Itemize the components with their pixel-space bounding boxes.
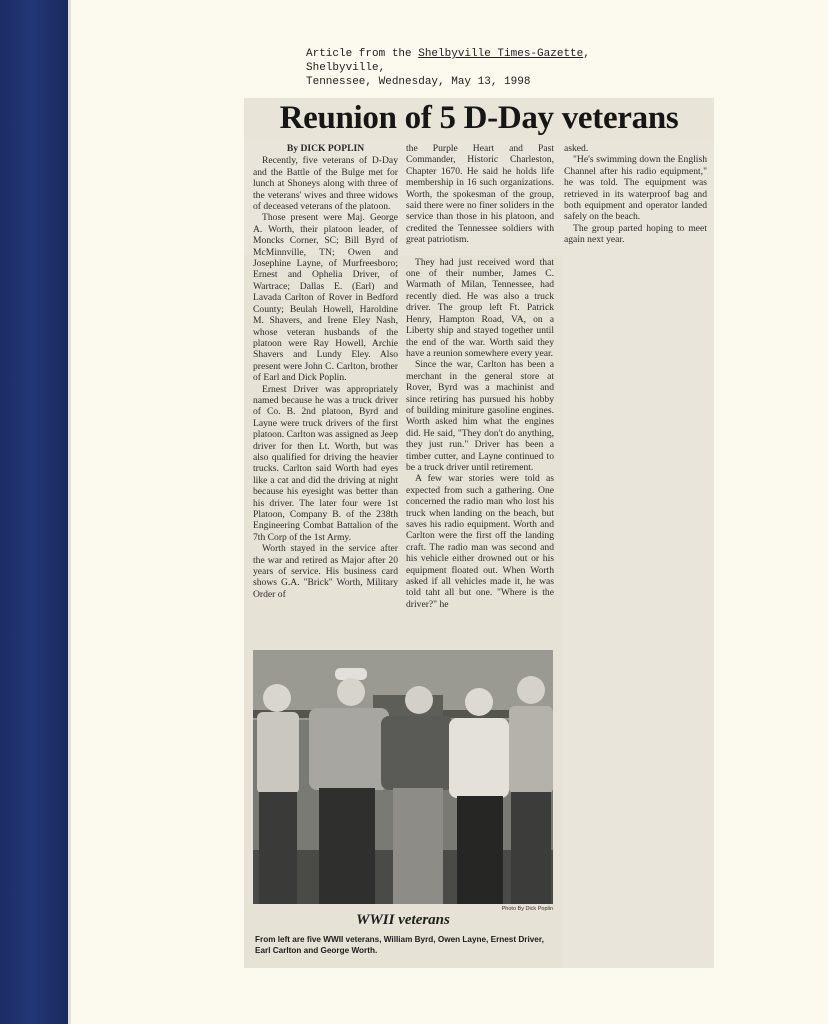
byline: By DICK POPLIN (286, 143, 365, 154)
photo-credit: Photo By Dick Poplin (501, 906, 553, 912)
person-figure (449, 688, 509, 904)
binder-spine (0, 0, 68, 1024)
paragraph: the Purple Heart and Past Commander, Historic Charleston, Chapter 1670. He said he holds life membership in 16 such organizations. Worth, the spokesman of the group, said there were no finer soliders in the service than those in his platoon, and credited the Tennessee soldiers with great patriotism. (406, 143, 554, 246)
article-column-3 (564, 143, 707, 253)
person-figure (509, 676, 553, 904)
paragraph: Those present were Maj. George A. Worth, their platoon leader, of Moncks Corner, SC; Bill Byrd of McMinnville, TN; Owen and Josephine Layne, of Murfreesboro; Ernest and Ophelia Driver, of Wartrace; Dallas E. (Earl) and Lavada Carlton of Rover in Bedford County; Beulah Howell, Haroldine M. Shavers, and Irene Eley Nash, whose veteran husbands of the platoon were Ray Howell, Archie Shavers and Lundy Eley. Also present were John C. Carlton, brother of Earl and Dick Poplin. (253, 212, 398, 384)
source-date: Tennessee, Wednesday, May 13, 1998 (306, 76, 531, 88)
source-suffix: , Shelbyville, (306, 48, 590, 74)
publication-name: Shelbyville Times-Gazette (418, 48, 584, 60)
paragraph: Ernest Driver was appropriately named because he was a truck driver of Co. B. 2nd platoon, Byrd and Layne were truck drivers of the first platoon. Carlton was assigned as Jeep driver for then Lt. Worth, but was also qualified for driving the heavier trucks. Carlton said Worth had eyes like a cat and did the driving at night because his eyesight was better than his driver. The later four were 1st Platoon, Company B. of the 238th Engineering Combat Battalion of the 7th Corp of the 1st Army. (253, 383, 398, 543)
article-column-2 (406, 143, 554, 610)
paragraph: They had just received word that one of their number, James C. Warmath of Milan, Tennessee, had recently died. He was also a truck driver. The group left Ft. Patrick Henry, Hampton Road, VA, on a Liberty ship and stayed together until the end of the war. Worth said they have a reunion somewhere every year. (406, 256, 554, 359)
paragraph: asked. (564, 143, 589, 154)
veterans-photo-image (253, 650, 553, 904)
photo-cutline: From left are five WWII veterans, William Byrd, Owen Layne, Ernest Driver, Earl Carlton and George Worth. (255, 935, 544, 955)
paragraph: Worth stayed in the service after the war and retired as Major after 20 years of service. His business card shows G.A. "Brick" Worth, Military Order of (253, 543, 398, 600)
source-label (306, 47, 646, 89)
paragraph: Since the war, Carlton has been a merchant in the general store at Rover, Byrd was a machinist and since retiring has pursued his hobby of building miniture gasoline engines. Worth asked him what the engines did. He said, "They don't do anything, they just run." Driver has been a timber cutter, and Layne continued to be a truck driver until retirement. (406, 359, 554, 473)
paragraph: A few war stories were told as expected from such a gathering. One concerned the radio man who lost his truck when landing on the beach, but saves his radio equipment. Worth and Carlton were the first off the landing craft. The radio man was second and his vehicle either drowned out or his equipment floated out. When Worth asked if all vehicles made it, he was told taht all but one. "Where is the driver?" he (406, 473, 554, 610)
source-prefix: Article from the (306, 48, 419, 60)
paragraph: The group parted hoping to meet again next year. (564, 222, 707, 246)
veterans-photo (253, 650, 553, 904)
headline: Reunion of 5 D-Day veterans (244, 98, 714, 142)
paragraph: "He's swimming down the English Channel after his radio equipment," he was told. The equipment was retrieved in its waterproof bag and both equipment and operator landed safely on the beach. (564, 154, 707, 223)
article-column-1 (253, 143, 398, 600)
person-figure (257, 684, 299, 904)
paragraph: Recently, five veterans of D-Day and the Battle of the Bulge met for lunch at Shoneys along with three of the veterans' wives and three widows of deceased veterans of the platoon. (253, 155, 398, 213)
photo-title: WWII veterans (356, 912, 450, 928)
